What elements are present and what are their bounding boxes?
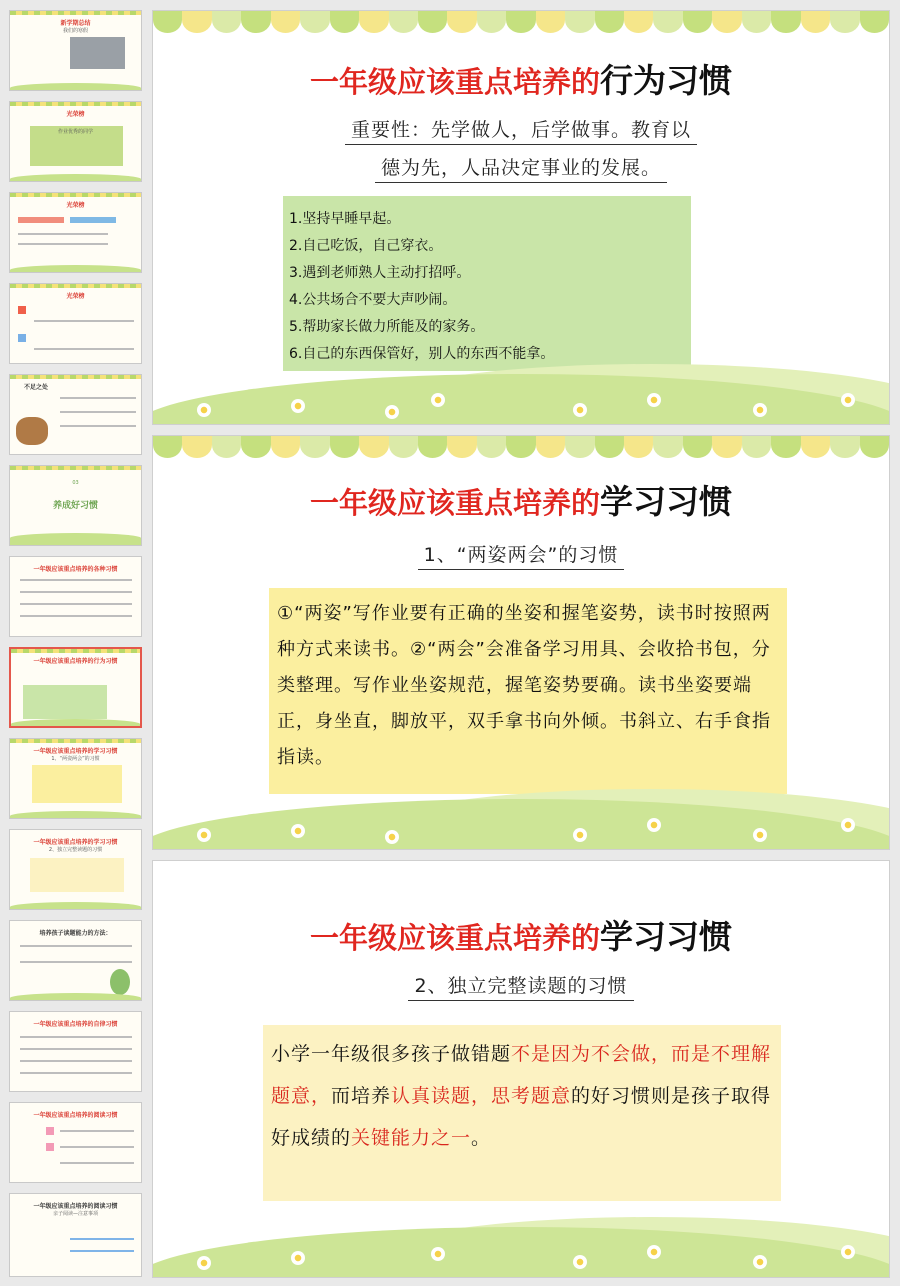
flower-icon — [573, 1255, 587, 1269]
posture-habits-description: ①“两姿”写作业要有正确的坐姿和握笔姿势，读书时按照两种方式来读书。②“两会”会准备学习用具、会收拾书包，分类整理。写作业坐姿规范，握笔姿势要确。读书坐姿要端正，身坐直，脚放平，双手拿书向外倾。书斜立、右手食指指读。 — [269, 588, 787, 794]
thumbnail-14[interactable] — [9, 1193, 142, 1277]
thumbnail-subtitle: 我们的寒假 — [62, 28, 88, 34]
thumbnail-6[interactable] — [9, 465, 142, 546]
section-subtitle: 2、独立完整读题的习惯 — [153, 971, 889, 998]
thumbnail-subtitle: 1、“两姿两会”的习惯 — [51, 756, 100, 762]
thumbnail-title: 一年级应该重点培养的行为习惯 — [33, 658, 118, 665]
slide-behavior-habits[interactable] — [152, 10, 890, 425]
thumbnail-8-selected[interactable] — [9, 647, 142, 728]
flower-icon — [647, 1245, 661, 1259]
flower-icon — [431, 393, 445, 407]
thumbnail-10[interactable] — [9, 829, 142, 910]
thumbnail-subtitle: 作业优秀的同学 — [57, 129, 93, 135]
thumbnail-title: 养成好习惯 — [52, 501, 98, 511]
flower-icon — [753, 828, 767, 842]
importance-line-1: 重要性：先学做人，后学做事。教育以 — [153, 115, 889, 142]
thumbnail-7[interactable] — [9, 556, 142, 637]
flower-icon — [385, 405, 399, 419]
flower-icon — [573, 403, 587, 417]
thumbnail-title: 不足之处 — [24, 384, 49, 391]
flower-icon — [197, 1256, 211, 1270]
flower-icon — [841, 393, 855, 407]
thumbnail-title: 一年级应该重点培养的学习习惯 — [33, 748, 118, 755]
list-item: 4.公共场合不要大声吵闹。 — [289, 292, 457, 308]
flower-icon — [291, 824, 305, 838]
list-item: 6.自己的东西保管好，别人的东西不能拿。 — [289, 346, 555, 362]
flower-icon — [753, 403, 767, 417]
highlight-text: 不是因为不会做， — [511, 1043, 672, 1065]
highlight-text: 而是不理解题意， — [271, 1043, 772, 1107]
slide-learning-habits-reading[interactable] — [152, 860, 890, 1278]
thumbnail-subtitle: 2、独立完整读题的习惯 — [48, 847, 103, 853]
highlight-text: 认真读题，思考题意 — [391, 1085, 572, 1107]
thumbnail-title: 一年级应该重点培养的学习习惯 — [33, 839, 118, 846]
highlight-text: 关键能力之一 — [351, 1127, 472, 1149]
reading-habit-description: 小学一年级很多孩子做错题不是因为不会做，而是不理解题意，而培养认真读题，思考题意的好习惯则是孩子取得好成绩的关键能力之一。 — [263, 1025, 781, 1201]
thumbnail-title: 培养孩子读题能力的方法： — [39, 930, 112, 937]
list-item: 2.自己吃饭，自己穿衣。 — [289, 238, 443, 254]
thumbnail-title: 一年级应该重点培养的自律习惯 — [33, 1021, 118, 1028]
behavior-habit-list — [283, 196, 691, 371]
flower-icon — [431, 1247, 445, 1261]
section-subtitle: 1、“两姿两会”的习惯 — [153, 540, 889, 567]
thumbnail-subtitle: 亲子阅读—注意事项 — [52, 1211, 98, 1217]
slide-learning-habits-posture[interactable] — [152, 435, 890, 850]
bunting-decoration — [153, 11, 889, 33]
thumbnail-title: 光荣榜 — [66, 202, 85, 209]
thumbnail-title: 一年级应该重点培养的阅读习惯 — [33, 1203, 118, 1210]
thumbnail-title: 一年级应该重点培养的各种习惯 — [33, 566, 118, 573]
flower-icon — [197, 403, 211, 417]
list-item: 3.遇到老师熟人主动打招呼。 — [289, 265, 471, 281]
flower-icon — [291, 1251, 305, 1265]
thumbnail-title: 一年级应该重点培养的阅读习惯 — [33, 1112, 118, 1119]
slide-title: 一年级应该重点培养的学习习惯 — [309, 482, 732, 521]
flower-icon — [573, 828, 587, 842]
importance-line-2: 德为先，人品决定事业的发展。 — [153, 153, 889, 180]
thumbnail-11[interactable] — [9, 920, 142, 1001]
flower-icon — [197, 828, 211, 842]
thumbnail-title: 光荣榜 — [66, 111, 85, 118]
bunting-decoration — [153, 436, 889, 458]
list-item: 5.帮助家长做力所能及的家务。 — [289, 319, 485, 335]
thumbnail-5[interactable] — [9, 374, 142, 455]
flower-icon — [291, 399, 305, 413]
thumbnail-9[interactable] — [9, 738, 142, 819]
list-item: 1.坚持早睡早起。 — [289, 211, 401, 227]
thumbnail-1[interactable] — [9, 10, 142, 91]
thumbnail-12[interactable] — [9, 1011, 142, 1092]
thumbnail-2[interactable] — [9, 101, 142, 182]
thumbnail-title: 新学期总结 — [60, 20, 91, 27]
thumbnail-13[interactable] — [9, 1102, 142, 1183]
flower-icon — [647, 393, 661, 407]
thumbnail-3[interactable] — [9, 192, 142, 273]
thumbnail-subtitle: 03 — [72, 480, 79, 486]
slide-thumbnail-panel — [0, 0, 148, 1286]
slide-title: 一年级应该重点培养的学习习惯 — [309, 917, 732, 956]
flower-icon — [753, 1255, 767, 1269]
flower-icon — [841, 818, 855, 832]
flower-icon — [385, 830, 399, 844]
flower-icon — [647, 818, 661, 832]
slide-title: 一年级应该重点培养的行为习惯 — [309, 61, 732, 100]
thumbnail-4[interactable] — [9, 283, 142, 364]
thumbnail-title: 光荣榜 — [66, 293, 85, 300]
flower-icon — [841, 1245, 855, 1259]
